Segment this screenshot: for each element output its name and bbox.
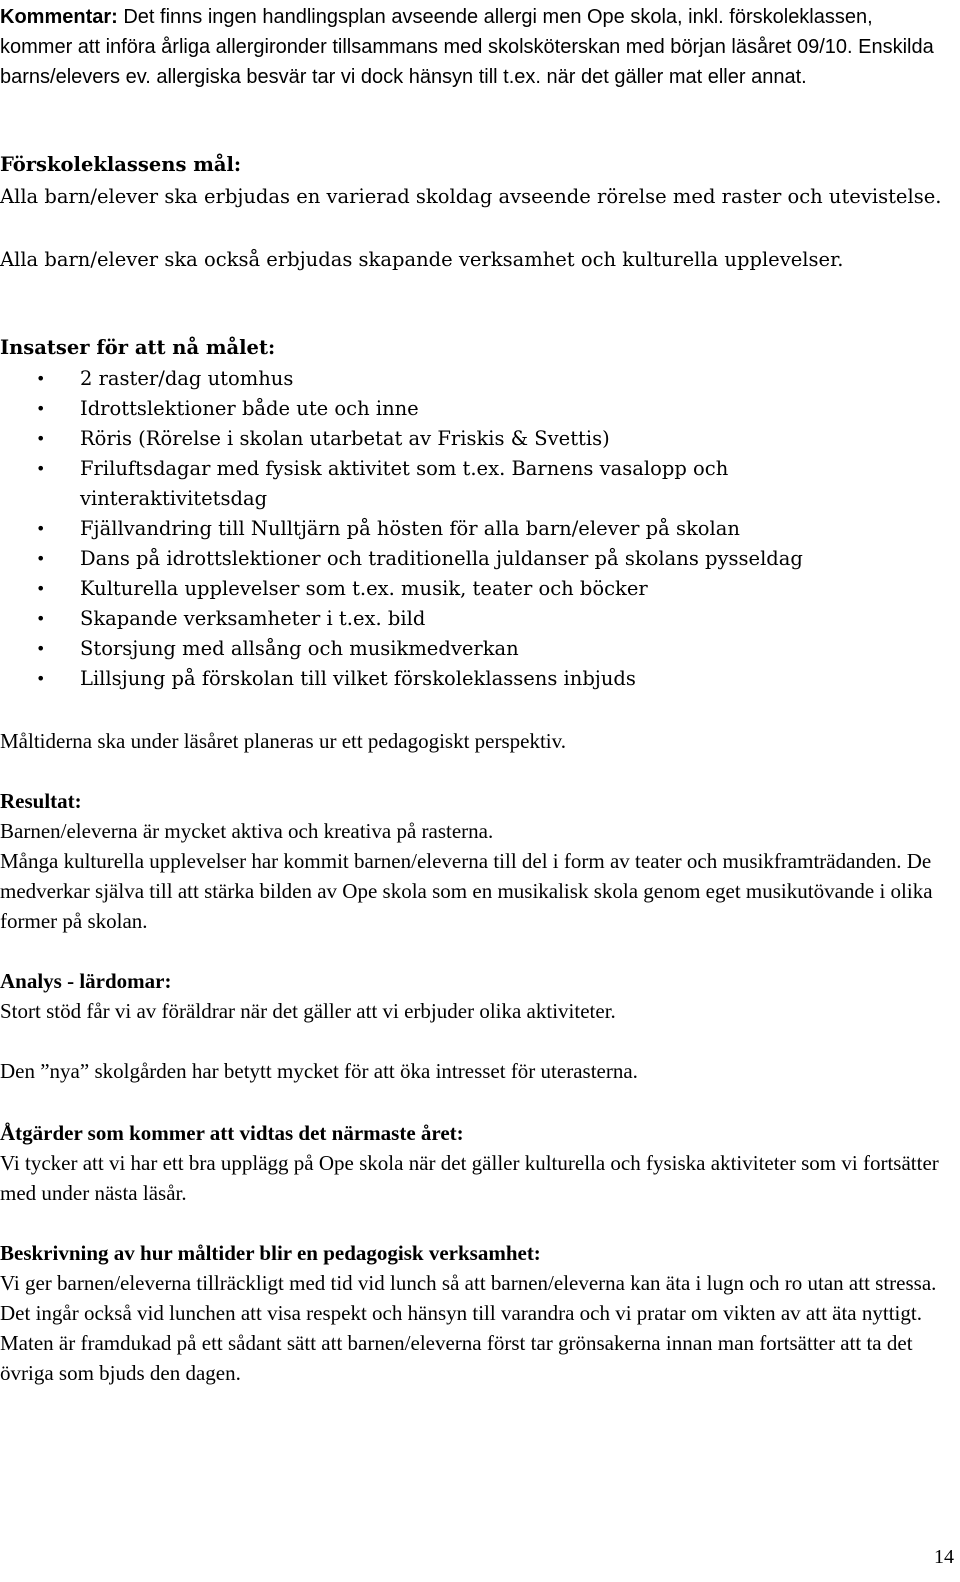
list-item: • Dans på idrottslektioner och traditionella juldanser på skolans pysseldag <box>0 544 900 574</box>
list-item: • Lillsjung på förskolan till vilket förskoleklassens inbjuds <box>0 664 900 694</box>
comment-text: Det finns ingen handlingsplan avseende allergi men Ope skola, inkl. förskoleklassen, kommer att införa årliga allergironder tillsammans med skolsköterskan med början läsåret 09/10. Enskilda barns/elevers ev. allergiska besvär tar vi dock hänsyn till t.ex. när det gäller mat eller annat. <box>0 6 934 88</box>
analysis-paragraph-1: Stort stöd får vi av föräldrar när det gäller att vi erbjuder olika aktiviteter. <box>0 999 616 1023</box>
meals-heading: Beskrivning av hur måltider blir en pedagogisk verksamhet: <box>0 1241 541 1265</box>
list-item: • 2 raster/dag utomhus <box>0 364 900 394</box>
meals-paragraph: Vi ger barnen/eleverna tillräckligt med tid vid lunch så att barnen/eleverna kan äta i lugn och ro utan att stressa. Det ingår också vid lunchen att visa respekt och hänsyn till varandra och vi pratar om vikten av att äta nyttigt. Maten är framdukad på ett sådant sätt att barnen/eleverna först tar grönsakerna innan man fortsätter att ta det övriga som bjuds den dagen. <box>0 1271 937 1385</box>
result-paragraph-1: Barnen/eleverna är mycket aktiva och kreativa på rasterna. <box>0 819 494 843</box>
bullet-icon: • <box>36 459 46 478</box>
comment-paragraph <box>0 2 942 92</box>
bullet-icon: • <box>36 399 46 418</box>
page-number: 14 <box>934 1546 954 1568</box>
bullet-icon: • <box>36 579 46 598</box>
bullet-icon: • <box>36 639 46 658</box>
bullet-icon: • <box>36 429 46 448</box>
analysis-paragraph-2: Den ”nya” skolgården har betytt mycket för att öka intresset för uterasterna. <box>0 1059 638 1083</box>
list-item: • Storsjung med allsång och musikmedverkan <box>0 634 900 664</box>
comment-label: Kommentar: <box>0 6 118 28</box>
bullet-icon: • <box>36 369 46 388</box>
list-item: • Kulturella upplevelser som t.ex. musik, teater och böcker <box>0 574 900 604</box>
bullet-icon: • <box>36 669 46 688</box>
goal-paragraph-2: Alla barn/elever ska också erbjudas skapande verksamhet och kulturella upplevelser. <box>0 248 844 271</box>
measures-paragraph: Vi tycker att vi har ett bra upplägg på Ope skola när det gäller kulturella och fysiska aktiviteter som vi fortsätter med under nästa läsår. <box>0 1151 939 1205</box>
actions-list <box>0 364 900 694</box>
list-item: • Röris (Rörelse i skolan utarbetat av Friskis & Svettis) <box>0 424 900 454</box>
result-paragraph-2: Många kulturella upplevelser har kommit barnen/eleverna till del i form av teater och musikframträdanden. De medverkar själva till att stärka bilden av Ope skola som en musikalisk skola genom eget musikutövande i olika former på skolan. <box>0 849 933 933</box>
meals-note: Måltiderna ska under läsåret planeras ur ett pedagogiskt perspektiv. <box>0 729 567 753</box>
list-item: • Friluftsdagar med fysisk aktivitet som t.ex. Barnens vasalopp och vinteraktivitetsdag <box>0 454 800 514</box>
bullet-icon: • <box>36 549 46 568</box>
goal-paragraph-1: Alla barn/elever ska erbjudas en varierad skoldag avseende rörelse med raster och utevistelse. <box>0 185 942 208</box>
bullet-icon: • <box>36 609 46 628</box>
measures-heading: Åtgärder som kommer att vidtas det närmaste året: <box>0 1121 464 1145</box>
actions-heading: Insatser för att nå målet: <box>0 336 276 359</box>
goal-heading: Förskoleklassens mål: <box>0 153 242 176</box>
list-item: • Skapande verksamheter i t.ex. bild <box>0 604 900 634</box>
analysis-heading: Analys - lärdomar: <box>0 969 172 993</box>
list-item: • Fjällvandring till Nulltjärn på hösten för alla barn/elever på skolan <box>0 514 900 544</box>
result-heading: Resultat: <box>0 789 82 813</box>
list-item: • Idrottslektioner både ute och inne <box>0 394 900 424</box>
bullet-icon: • <box>36 519 46 538</box>
